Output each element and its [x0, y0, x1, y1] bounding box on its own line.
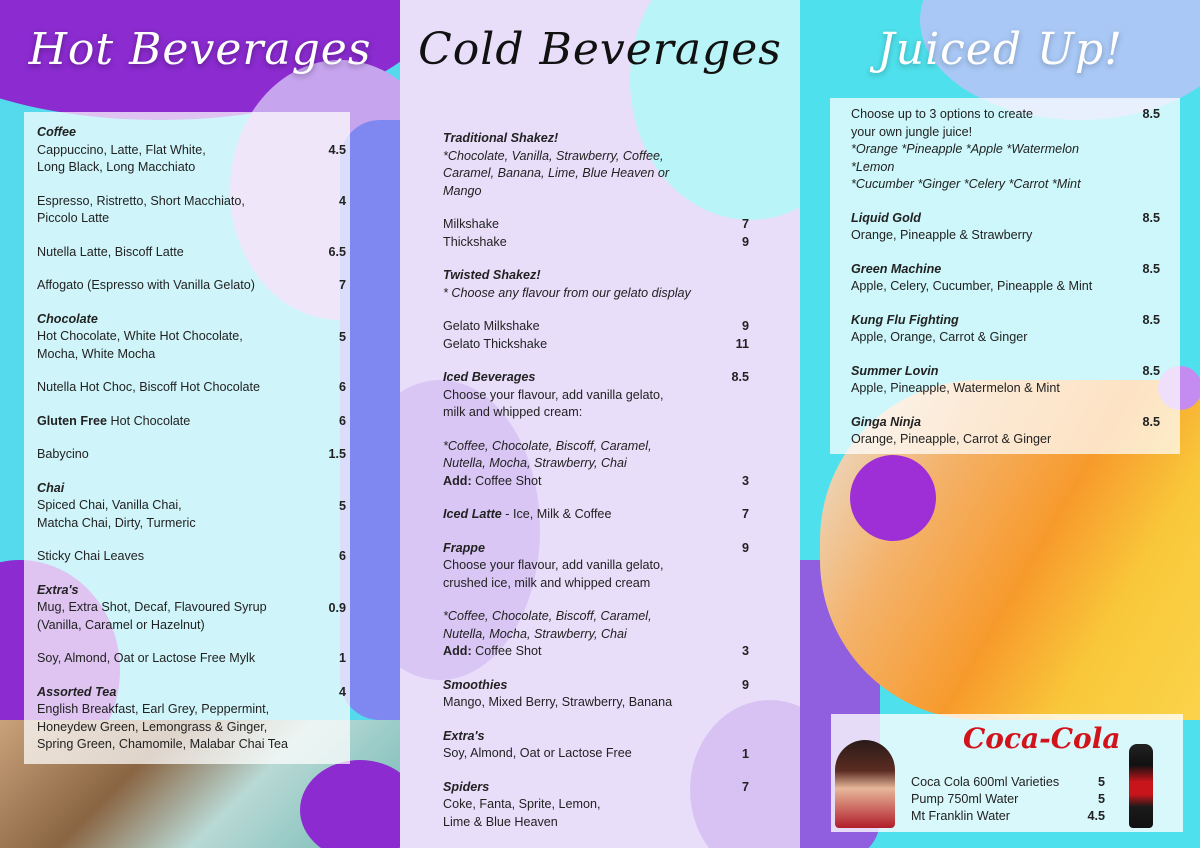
price: 9 [741, 677, 749, 692]
price: 4 [338, 193, 346, 208]
price: 9 [741, 319, 749, 333]
price: 1 [338, 651, 346, 665]
menu-item-add-shot-2: Add: Coffee Shot 3 [443, 643, 749, 661]
drink-row: Mt Franklin Water 4.5 [911, 809, 1105, 823]
menu-item-smoothies: Smoothies Mango, Mixed Berry, Strawberry, Banana 9 [443, 677, 749, 709]
price: 6.5 [328, 244, 346, 259]
panel-title: Hot Beverages [28, 24, 372, 75]
drink-row: Pump 750ml Water 5 [911, 792, 1105, 806]
menu-item-gluten-free: Gluten Free Hot Chocolate 6 [37, 413, 346, 431]
hot-beverages-panel [0, 0, 400, 848]
panel-title: Cold Beverages [418, 24, 782, 75]
menu-item-milkshake: Milkshake 7 [443, 216, 749, 234]
pinup-photo [835, 740, 895, 828]
price: 7 [338, 278, 346, 292]
menu-item-jungle-juice: Choose up to 3 options to create your own jungle juice! *Orange *Pineapple *Apple *Watermelon *Lemon *Cucumber *Ginger *Celery *Carrot *Mint 8.5 [851, 107, 1160, 191]
menu-item-babycino: Babycino 1.5 [37, 446, 346, 464]
menu-item-spiders: Spiders Coke, Fanta, Sprite, Lemon, Lime & Blue Heaven 7 [443, 779, 749, 829]
menu-item-mylk: Soy, Almond, Oat or Lactose Free Mylk 1 [37, 650, 346, 668]
price: 4.5 [328, 143, 346, 157]
price: 8.5 [1142, 107, 1160, 121]
cold-menu [443, 130, 749, 831]
coke-bottle-icon [1129, 744, 1153, 828]
cold-beverages-panel [400, 0, 800, 848]
menu-item-espresso: Espresso, Ristretto, Short Macchiato, Piccolo Latte 4 [37, 193, 346, 225]
price: 9 [741, 540, 749, 555]
juice-menu-card [830, 98, 1180, 454]
soft-drinks-box [831, 714, 1183, 832]
price: 5 [338, 329, 346, 344]
menu-item-iced-latte: Iced Latte - Ice, Milk & Coffee 7 [443, 506, 749, 524]
menu-item-frappe: Frappe Choose your flavour, add vanilla gelato, crushed ice, milk and whipped cream 9 [443, 540, 749, 590]
price: 6 [338, 549, 346, 563]
menu-item-green-machine: Green Machine Apple, Celery, Cucumber, Pineapple & Mint 8.5 [851, 261, 1160, 293]
menu-item-add-shot: Add: Coffee Shot 3 [443, 473, 749, 491]
menu-item-summer-lovin: Summer Lovin Apple, Pineapple, Watermelon & Mint 8.5 [851, 363, 1160, 395]
price: 9 [741, 234, 749, 249]
menu-item-extras: Extra's Mug, Extra Shot, Decaf, Flavoured Syrup (Vanilla, Caramel or Hazelnut) 0.9 [37, 582, 346, 632]
menu-item-gelato-thickshake: Gelato Thickshake 11 [443, 336, 749, 354]
price: 11 [735, 336, 749, 351]
price: 3 [741, 644, 749, 658]
price: 8.5 [1142, 363, 1160, 378]
menu-item-traditional-shakez: Traditional Shakez! *Chocolate, Vanilla, Strawberry, Coffee, Caramel, Banana, Lime, Blue Heaven or Mango [443, 131, 670, 198]
menu-item-extras-cold: Extra's Soy, Almond, Oat or Lactose Free 1 [443, 728, 749, 763]
menu-item-iced-beverages: Iced Beverages Choose your flavour, add vanilla gelato, milk and whipped cream: 8.5 [443, 370, 749, 419]
price: 8.5 [1142, 210, 1160, 225]
menu-item-sticky-chai: Sticky Chai Leaves 6 [37, 548, 346, 566]
menu-item-twisted-shakez: Twisted Shakez! * Choose any flavour from our gelato display [443, 268, 691, 300]
menu-item-liquid-gold: Liquid Gold Orange, Pineapple & Strawberry 8.5 [851, 210, 1160, 242]
panel-title: Juiced Up! [877, 24, 1123, 75]
menu-item-ginga-ninja: Ginga Ninja Orange, Pineapple, Carrot & Ginger 8.5 [851, 414, 1160, 446]
drink-row: Coca Cola 600ml Varieties 5 [911, 775, 1105, 789]
menu-item-frappe-flavours: *Coffee, Chocolate, Biscoff, Caramel, Nutella, Mocha, Strawberry, Chai [443, 609, 652, 641]
price: 5 [338, 498, 346, 513]
price: 6 [338, 413, 346, 428]
price: 4.5 [1087, 809, 1105, 823]
menu-item-nutella-latte: Nutella Latte, Biscoff Latte 6.5 [37, 244, 346, 262]
price: 7 [741, 507, 749, 521]
menu-item-nutella-hot-choc: Nutella Hot Choc, Biscoff Hot Chocolate 6 [37, 379, 346, 397]
price: 6 [338, 380, 346, 394]
price: 4 [338, 684, 346, 699]
price: 8.5 [1142, 414, 1160, 429]
menu-item-coffee: Coffee Cappuccino, Latte, Flat White, Long Black, Long Macchiato 4.5 [37, 125, 346, 174]
price: 3 [741, 473, 749, 488]
price: 5 [1097, 792, 1105, 806]
hot-menu-card [24, 112, 350, 764]
menu-item-kung-flu-fighting: Kung Flu Fighting Apple, Orange, Carrot & Ginger 8.5 [851, 312, 1160, 344]
menu-item-gelato-milkshake: Gelato Milkshake 9 [443, 318, 749, 336]
price: 7 [741, 217, 749, 231]
purple-dot [850, 455, 936, 541]
menu-item-thickshake: Thickshake 9 [443, 234, 749, 252]
price: 0.9 [328, 600, 346, 615]
price: 8.5 [1142, 312, 1160, 327]
menu-item-affogato: Affogato (Espresso with Vanilla Gelato) 7 [37, 277, 346, 295]
menu-item-iced-flavours: *Coffee, Chocolate, Biscoff, Caramel, Nutella, Mocha, Strawberry, Chai [443, 438, 652, 470]
coca-cola-logo: Coca-Cola [963, 722, 1121, 755]
price: 1.5 [328, 447, 346, 461]
price: 5 [1097, 775, 1105, 789]
menu-item-tea: Assorted Tea English Breakfast, Earl Grey, Peppermint, Honeydew Green, Lemongrass & Ginger, Spring Green, Chamomile, Malabar Chai Tea 4 [37, 684, 346, 751]
price: 8.5 [731, 370, 749, 384]
price: 7 [741, 779, 749, 794]
price: 8.5 [1142, 261, 1160, 276]
menu-item-chocolate: Chocolate Hot Chocolate, White Hot Chocolate, Mocha, White Mocha 5 [37, 311, 346, 361]
price: 1 [741, 746, 749, 761]
menu-item-chai: Chai Spiced Chai, Vanilla Chai, Matcha Chai, Dirty, Turmeric 5 [37, 480, 346, 530]
